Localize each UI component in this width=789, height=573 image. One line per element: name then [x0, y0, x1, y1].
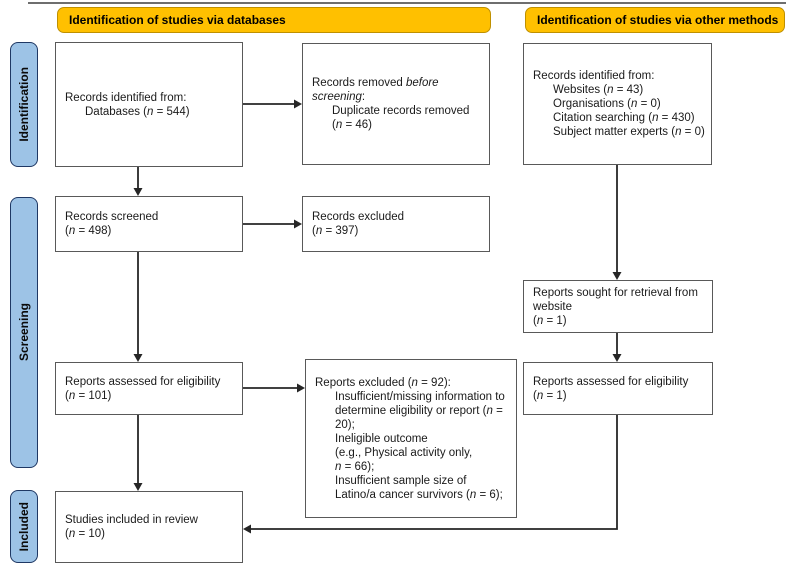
stage-text: Included — [17, 501, 31, 552]
text-line: Records identified from: — [533, 70, 655, 82]
text-line: Records identified from: — [65, 91, 187, 104]
text-line: Citation searching (n = 430) — [553, 112, 695, 124]
arrow-identified-to-screened — [134, 167, 143, 196]
text-line: Databases (n = 544) — [85, 105, 190, 118]
text-line: Subject matter experts (n = 0) — [553, 126, 705, 138]
text-line: (n = 46) — [332, 119, 372, 131]
text-line: Duplicate records removed — [332, 105, 470, 117]
text-line: Reports assessed for eligibility — [533, 375, 689, 388]
header-label: Identification of studies via other methods — [537, 13, 779, 27]
stage-label-screening — [10, 197, 38, 468]
text-line: (n = 498) — [65, 225, 112, 237]
stage-label-identification — [10, 42, 38, 167]
box-reports-excluded-reasons — [305, 359, 517, 518]
text-line: Reports sought for retrieval from — [533, 286, 698, 299]
text-line: (n = 1) — [533, 314, 567, 327]
arrow-assessed-to-reports-excluded — [243, 384, 305, 393]
text-line: Records removed before — [312, 77, 439, 89]
text-line: (e.g., Physical activity only, — [335, 446, 473, 459]
box-studies-included-review — [55, 491, 243, 563]
stage-text: Identification — [17, 67, 31, 142]
text-line: screening: — [312, 91, 366, 103]
stage-text: Screening — [17, 303, 31, 362]
arrow-screened-to-assessed — [134, 252, 143, 362]
box-reports-sought-retrieval — [523, 280, 713, 333]
box-records-identified-other-methods — [523, 43, 712, 165]
header-label: Identification of studies via databases — [69, 13, 286, 27]
text-line: n = 66); — [335, 460, 375, 473]
arrow-sought-to-assessed-other — [613, 333, 622, 362]
text-line: website — [533, 300, 572, 313]
box-records-excluded — [302, 196, 490, 252]
arrow-identified-to-removed — [243, 100, 302, 109]
stage-label-included — [10, 490, 38, 563]
text-line: Records excluded — [312, 211, 405, 223]
box-reports-assessed-eligibility — [55, 362, 243, 415]
arrow-other-identified-to-sought — [613, 165, 622, 280]
arrow-assessed-to-included — [134, 415, 143, 491]
text-line: (n = 1) — [533, 389, 567, 402]
text-line: (n = 10) — [65, 528, 105, 540]
box-records-identified-databases — [55, 42, 243, 167]
text-line: (n = 101) — [65, 389, 112, 402]
text-line: Websites (n = 43) — [553, 84, 644, 96]
box-records-screened — [55, 196, 243, 252]
text-line: Records screened — [65, 211, 159, 223]
text-line: Latino/a cancer survivors (n = 6); — [335, 488, 503, 501]
text-line: Ineligible outcome — [335, 432, 428, 445]
text-line: Studies included in review — [65, 514, 198, 526]
top-rule-line — [28, 2, 786, 4]
arrow-screened-to-excluded — [243, 220, 302, 229]
text-line: Reports excluded (n = 92): — [315, 376, 451, 389]
text-line: 20); — [335, 418, 355, 431]
text-line: Organisations (n = 0) — [553, 98, 661, 110]
box-reports-assessed-eligibility-other — [523, 362, 713, 415]
text-line: determine eligibility or report (n = — [335, 404, 503, 417]
header-identification-via-other-methods — [525, 7, 785, 33]
header-identification-via-databases — [57, 7, 491, 33]
text-line: Insufficient/missing information to — [335, 390, 505, 403]
text-line: Reports assessed for eligibility — [65, 375, 221, 388]
box-records-removed-before-screening — [302, 43, 490, 165]
text-line: Insufficient sample size of — [335, 474, 467, 487]
text-line: (n = 397) — [312, 225, 359, 237]
